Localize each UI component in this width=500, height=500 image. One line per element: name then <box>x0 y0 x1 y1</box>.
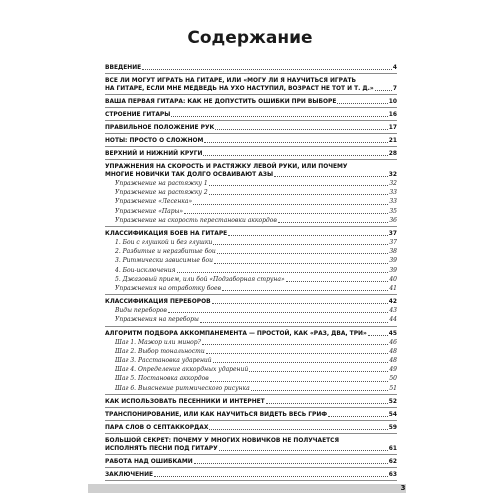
toc-section <box>105 298 397 326</box>
dot-leader <box>217 253 389 254</box>
toc-section <box>105 98 397 108</box>
toc-heading-label: ИСПОЛНЯТЬ ПЕСНИ ПОД ГИТАРУ <box>105 445 218 452</box>
dot-leader <box>142 69 392 70</box>
dot-leader <box>274 176 388 177</box>
dot-leader <box>249 371 388 372</box>
toc-subitem-label: Шаг 4. Определение аккордных ударений <box>115 366 249 374</box>
toc-heading-label: НА ГИТАРЕ, ЕСЛИ МНЕ МЕДВЕДЬ НА УХО НАСТУПИЛ, ВОЗРАСТ НЕ ТОТ И Т. Д.» <box>105 86 374 92</box>
dot-leader <box>200 322 388 323</box>
toc-subitem[interactable] <box>105 306 397 315</box>
toc-page-number: 10 <box>388 99 397 105</box>
toc-subitem-label: 3. Ритмически зависимые бои <box>115 257 213 265</box>
page-number: 3 <box>400 484 406 492</box>
toc-page-number: 42 <box>388 299 397 306</box>
toc-subitem-page: 40 <box>389 275 397 283</box>
dot-leader <box>171 116 387 117</box>
toc-subitem-label: Упражнение на скорость перестановки аккордов <box>115 216 277 224</box>
toc-heading-row[interactable] <box>105 411 397 419</box>
toc-heading-label: МНОГИЕ НОВИЧКИ ТАК ДОЛГО ОСВАИВАЮТ АЗЫ <box>105 172 274 178</box>
toc-subitem-label: Упражнения на отработку боев <box>115 285 222 293</box>
toc-heading-row[interactable] <box>105 85 397 93</box>
toc-section <box>105 330 397 395</box>
toc-subitem-label: 2. Разбитые и неразбитые бои <box>115 248 216 256</box>
dot-leader <box>210 381 389 382</box>
toc-heading-row[interactable] <box>105 398 397 406</box>
dot-leader <box>202 344 389 345</box>
dot-leader <box>328 416 388 417</box>
toc-subitem[interactable] <box>105 338 397 347</box>
dot-leader <box>266 403 388 404</box>
toc-subitem[interactable] <box>105 266 397 275</box>
toc-subitem-page: 44 <box>389 316 397 324</box>
toc-heading-row[interactable] <box>105 424 397 432</box>
dot-leader <box>278 222 389 223</box>
toc-heading-label: ВВЕДЕНИЕ <box>105 65 142 71</box>
toc-page-number: 61 <box>388 445 397 452</box>
toc-heading-line: ВСЕ ЛИ МОГУТ ИГРАТЬ НА ГИТАРЕ, ИЛИ «МОГУ ЛИ Я НАУЧИТЬСЯ ИГРАТЬ <box>105 78 357 84</box>
toc-subitem[interactable] <box>105 275 397 284</box>
toc-page-number: 17 <box>388 125 397 131</box>
toc-subitem-label: Шаг 5. Постановка аккордов <box>115 375 209 383</box>
toc-subitem-label: 5. Джазовый прием, или бой «Подзаборная струна» <box>115 275 285 283</box>
dot-leader <box>209 429 387 430</box>
toc-section <box>105 230 397 295</box>
toc-page-number: 54 <box>388 411 397 418</box>
toc-subitem[interactable] <box>105 374 397 383</box>
toc-subitem[interactable] <box>105 384 397 393</box>
toc-page-number: 4 <box>392 65 397 71</box>
toc-subitem[interactable] <box>105 365 397 374</box>
toc-subitem-page: 39 <box>389 266 397 274</box>
toc-page-number: 63 <box>388 471 397 478</box>
toc-subitem[interactable] <box>105 179 397 188</box>
toc-subitem-label: 4. Бои-исключения <box>115 266 176 274</box>
toc-subitem-page: 41 <box>389 285 397 293</box>
toc-heading-row[interactable] <box>105 471 397 479</box>
dot-leader <box>194 463 388 464</box>
dot-leader <box>228 235 388 236</box>
toc-heading-label: АЛГОРИТМ ПОДБОРА АККОМПАНЕМЕНТА — ПРОСТОЙ, КАК «РАЗ, ДВА, ТРИ» <box>105 330 367 337</box>
footer-bar <box>88 484 406 493</box>
toc-subitem-label: Шаг 3. Расстановка ударений <box>115 357 212 365</box>
toc-heading-label: КАК ИСПОЛЬЗОВАТЬ ПЕСЕННИКИ И ИНТЕРНЕТ <box>105 398 265 405</box>
dot-leader <box>375 90 392 91</box>
toc-subitem-label: Упражнение «Пары» <box>115 207 184 215</box>
dot-leader <box>193 204 388 205</box>
toc-subitem-page: 32 <box>389 180 397 187</box>
toc-subitem[interactable] <box>105 247 397 256</box>
toc-subitem[interactable] <box>105 284 397 293</box>
toc-page-number: 7 <box>392 86 397 92</box>
toc-heading-row[interactable] <box>105 330 397 338</box>
dot-leader <box>286 281 389 282</box>
toc-subitem-label: Упражнение на растяжку 1 <box>115 180 208 187</box>
dot-leader <box>215 129 387 130</box>
toc-heading-row[interactable] <box>105 137 397 145</box>
dot-leader <box>251 390 389 391</box>
dot-leader <box>154 476 388 477</box>
toc-section <box>105 111 397 121</box>
toc-section <box>105 458 397 468</box>
toc-heading-row[interactable] <box>105 150 397 158</box>
toc-heading-label: НОТЫ: ПРОСТО О СЛОЖНОМ <box>105 138 204 144</box>
toc-subitem-page: 36 <box>389 216 397 224</box>
toc-page-number: 32 <box>388 172 397 178</box>
toc-subitem-page: 46 <box>389 338 397 346</box>
toc-page-number: 28 <box>388 151 397 157</box>
toc-page-number: 52 <box>388 398 397 405</box>
toc-heading-row[interactable] <box>105 124 397 132</box>
toc-section <box>105 137 397 147</box>
toc-subitem-label: Виды переборов <box>115 307 167 315</box>
toc-heading-line: БОЛЬШОЙ СЕКРЕТ: ПОЧЕМУ У МНОГИХ НОВИЧКОВ НЕ ПОЛУЧАЕТСЯ <box>105 437 339 444</box>
toc-heading-row[interactable] <box>105 298 397 306</box>
toc-heading-label: ВЕРХНИЙ И НИЖНИЙ КРУГИ <box>105 151 203 157</box>
table-of-contents <box>105 64 397 484</box>
toc-section <box>105 150 397 160</box>
toc-section <box>105 411 397 421</box>
toc-heading-label: СТРОЕНИЕ ГИТАРЫ <box>105 112 171 118</box>
toc-subitem[interactable] <box>105 315 397 324</box>
dot-leader <box>206 353 389 354</box>
toc-subitem[interactable] <box>105 197 397 206</box>
toc-heading-row[interactable] <box>105 98 397 106</box>
toc-heading-label: ТРАНСПОНИРОВАНИЕ, ИЛИ КАК НАУЧИТЬСЯ ВИДЕТЬ ВЕСЬ ГРИФ <box>105 411 328 418</box>
toc-heading-row[interactable] <box>105 458 397 466</box>
toc-heading-row[interactable] <box>105 230 397 238</box>
toc-section <box>105 471 397 481</box>
toc-subitem-label: Упражнение «Лесенка» <box>115 198 193 206</box>
toc-heading-label: РАБОТА НАД ОШИБКАМИ <box>105 458 193 465</box>
toc-section <box>105 64 397 74</box>
toc-page-number: 21 <box>388 138 397 144</box>
dot-leader <box>212 303 388 304</box>
toc-page-number: 45 <box>388 330 397 337</box>
dot-leader <box>222 290 388 291</box>
toc-heading-row[interactable] <box>105 171 397 179</box>
dot-leader <box>219 450 388 451</box>
toc-heading-row[interactable] <box>105 111 397 119</box>
dot-leader <box>337 103 387 104</box>
toc-subitem-page: 38 <box>389 248 397 256</box>
toc-subitem-page: 49 <box>389 366 397 374</box>
toc-subitem-page: 33 <box>389 189 397 197</box>
toc-heading-label: ЗАКЛЮЧЕНИЕ <box>105 471 154 478</box>
dot-leader <box>168 312 388 313</box>
toc-subitem[interactable] <box>105 188 397 197</box>
toc-section <box>105 124 397 134</box>
toc-section <box>105 437 397 455</box>
toc-subitem-page: 37 <box>389 239 397 247</box>
toc-subitem-page: 50 <box>389 375 397 383</box>
dot-leader <box>204 142 387 143</box>
toc-heading-line: УПРАЖНЕНИЯ НА СКОРОСТЬ И РАСТЯЖКУ ЛЕВОЙ РУКИ, ИЛИ ПОЧЕМУ <box>105 164 348 170</box>
toc-subitem-page: 39 <box>389 257 397 265</box>
dot-leader <box>213 362 389 363</box>
toc-section <box>105 398 397 408</box>
toc-subitem-page: 43 <box>389 307 397 315</box>
toc-heading-label: ПРАВИЛЬНОЕ ПОЛОЖЕНИЕ РУК <box>105 125 215 131</box>
toc-subitem[interactable] <box>105 207 397 216</box>
toc-section <box>105 163 397 227</box>
dot-leader <box>203 155 387 156</box>
dot-leader <box>368 335 388 336</box>
toc-heading-label: КЛАССИФИКАЦИЯ ПЕРЕБОРОВ <box>105 299 211 306</box>
toc-subitem-label: 1. Бои с глушкой и без глушки <box>115 239 213 247</box>
toc-subitem-page: 35 <box>389 207 397 215</box>
toc-heading-label: КЛАССИФИКАЦИЯ БОЕВ НА ГИТАРЕ <box>105 231 228 238</box>
toc-heading-label: ВАША ПЕРВАЯ ГИТАРА: КАК НЕ ДОПУСТИТЬ ОШИБКИ ПРИ ВЫБОРЕ <box>105 99 337 105</box>
toc-heading-row[interactable] <box>105 445 397 453</box>
toc-page-number: 37 <box>388 231 397 238</box>
toc-subitem[interactable] <box>105 347 397 356</box>
toc-subitem-page: 48 <box>389 357 397 365</box>
toc-section <box>105 77 397 95</box>
toc-subitem[interactable] <box>105 216 397 225</box>
toc-heading-row[interactable] <box>105 64 397 72</box>
toc-subitem-page: 33 <box>389 198 397 206</box>
toc-section <box>105 424 397 434</box>
toc-subitem[interactable] <box>105 238 397 247</box>
toc-subitem-label: Шаг 6. Выяснение ритмического рисунка <box>115 384 250 392</box>
toc-subitem[interactable] <box>105 356 397 365</box>
dot-leader <box>214 263 388 264</box>
dot-leader <box>209 185 389 186</box>
toc-page-number: 62 <box>388 458 397 465</box>
toc-subitem-page: 51 <box>389 384 397 392</box>
dot-leader <box>177 272 389 273</box>
toc-heading-label: ПАРА СЛОВ О СЕПТАККОРДАХ <box>105 424 209 431</box>
dot-leader <box>184 213 388 214</box>
toc-page-number: 59 <box>388 424 397 431</box>
toc-subitem[interactable] <box>105 256 397 265</box>
toc-subitem-page: 48 <box>389 347 397 355</box>
dot-leader <box>213 244 388 245</box>
toc-subitem-label: Шаг 2. Выбор тональности <box>115 347 205 355</box>
toc-subitem-label: Шаг 1. Мажор или минор? <box>115 338 201 346</box>
toc-subitem-label: Упражнение на растяжку 2 <box>115 189 208 197</box>
page-title: Содержание <box>187 28 313 48</box>
dot-leader <box>209 194 389 195</box>
toc-page-number: 16 <box>388 112 397 118</box>
toc-subitem-label: Упражнения на переборы <box>115 316 199 324</box>
